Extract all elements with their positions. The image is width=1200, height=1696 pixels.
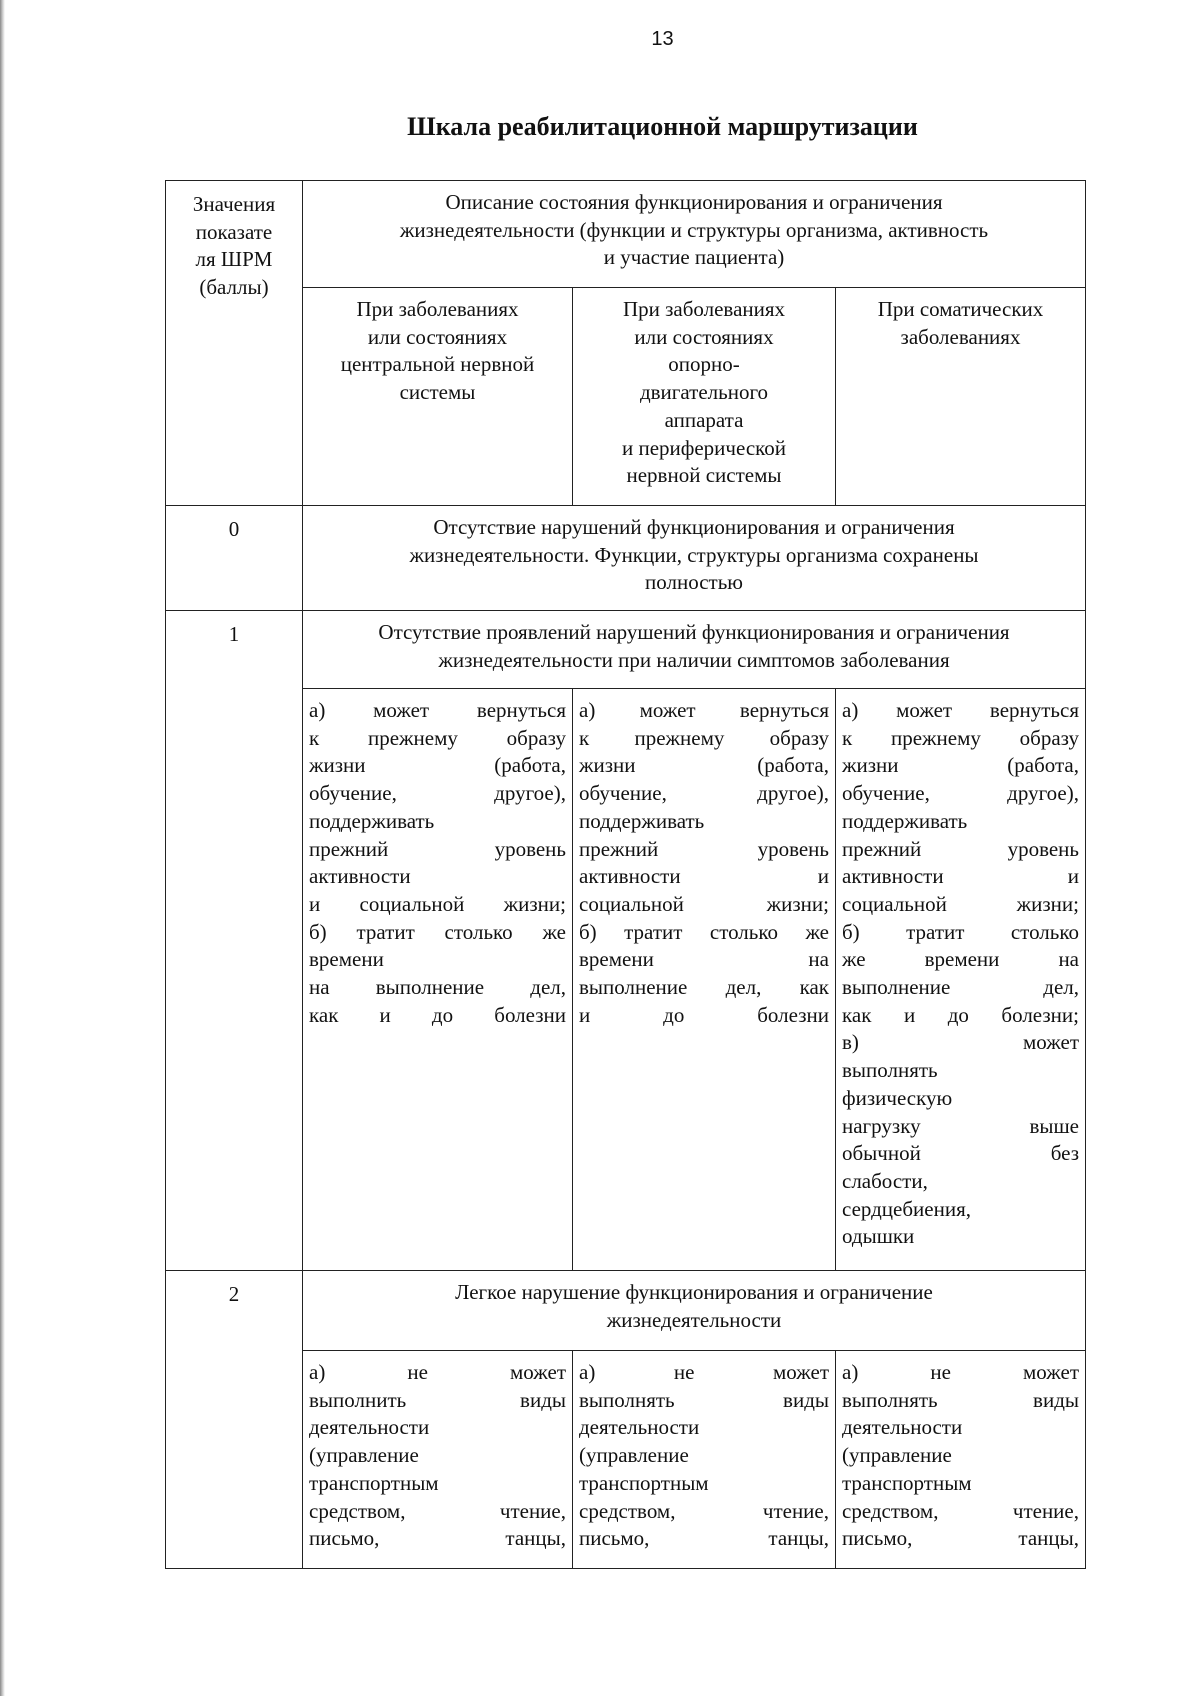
text-line: транспортным (309, 1470, 439, 1495)
document-title: Шкала реабилитационной маршрутизации (407, 112, 918, 141)
text-line: активности (309, 864, 411, 889)
somatic-column-header (836, 288, 1086, 506)
score-1-somatic-cell (836, 689, 1086, 1271)
text-line: Отсутствие проявлений нарушений функционирования и ограничения (378, 620, 1010, 644)
cns-column-header (303, 288, 573, 506)
text-line: письмо, танцы, (842, 1526, 1079, 1551)
text-line: жизнедеятельности при наличии симптомов заболевания (438, 647, 950, 672)
rehab-routing-scale-table (165, 180, 1086, 1569)
description-column-header (303, 181, 1086, 288)
text-line: активности и (579, 864, 829, 889)
score-value: 2 (166, 1271, 303, 1569)
text-line: на выполнение дел, (309, 975, 566, 1000)
text-line: ля ШРМ (195, 247, 273, 272)
text-line: к прежнему образу (842, 725, 1079, 750)
score-1-cns-cell (303, 689, 573, 1271)
text-line: социальной жизни; (579, 891, 829, 916)
text-line: показате (195, 219, 273, 244)
text-line: или состояниях (634, 324, 774, 349)
score-value: 1 (166, 611, 303, 1271)
text-line: нервной системы (626, 463, 782, 488)
text-line: Значения (192, 192, 276, 216)
text-line: б) тратит столько же (309, 919, 566, 944)
score-1-description (303, 611, 1086, 689)
text-line: времени (309, 947, 384, 972)
text-line: и периферической (621, 435, 787, 460)
text-line: выполнить виды (309, 1387, 566, 1412)
text-line: (управление (842, 1443, 952, 1468)
text-line: Легкое нарушение функционирования и ограничение (455, 1280, 933, 1304)
text-line: письмо, танцы, (579, 1526, 829, 1551)
header-row-1 (166, 181, 1086, 288)
text-line: выполнение дел, (842, 975, 1079, 1000)
text-line: заболеваниях (900, 324, 1021, 349)
text-line: времени на (579, 947, 829, 972)
score-0-description (303, 506, 1086, 611)
text-line: и до болезни (579, 1002, 829, 1027)
text-line: средством, чтение, (842, 1498, 1079, 1523)
text-line: выполнять виды (579, 1387, 829, 1412)
text-line: одышки (842, 1224, 915, 1249)
score-value: 0 (166, 506, 303, 611)
text-line: и социальной жизни; (309, 891, 566, 916)
text-line: или состояниях (367, 324, 508, 349)
text-line: сердцебиения, (842, 1196, 971, 1221)
text-line: При заболеваниях (356, 297, 519, 321)
text-line: а) не может (842, 1360, 1079, 1384)
text-line: выполнять (842, 1058, 938, 1083)
text-line: Отсутствие нарушений функционирования и ограничения (433, 515, 955, 539)
text-line: б) тратит столько (842, 919, 1079, 944)
text-line: активности и (842, 864, 1079, 889)
text-line: к прежнему образу (309, 725, 566, 750)
text-line: нагрузку выше (842, 1113, 1079, 1138)
text-line: а) не может (309, 1360, 566, 1384)
text-line: (управление (579, 1443, 689, 1468)
text-line: поддерживать (842, 808, 968, 833)
page-number: 13 (651, 28, 674, 50)
text-line: жизни (работа, (579, 753, 829, 778)
score-2-summary-row (166, 1271, 1086, 1351)
text-line: а) может вернуться (309, 698, 566, 722)
text-line: письмо, танцы, (309, 1526, 566, 1551)
score-2-description (303, 1271, 1086, 1351)
text-line: жизни (работа, (842, 753, 1079, 778)
text-line: системы (399, 380, 476, 405)
score-2-somatic-cell (836, 1351, 1086, 1569)
text-line: опорно- (668, 352, 740, 377)
text-line: социальной жизни; (842, 891, 1079, 916)
text-line: поддерживать (579, 808, 705, 833)
text-line: При соматических (877, 297, 1044, 321)
text-line: прежний уровень (579, 836, 829, 861)
text-line: жизни (работа, (309, 753, 566, 778)
text-line: как и до болезни; (842, 1002, 1079, 1027)
text-line: жизнедеятельности (606, 1307, 782, 1332)
text-line: б) тратит столько же (579, 919, 829, 944)
score-1-summary-row (166, 611, 1086, 689)
text-line: выполнение дел, как (579, 975, 829, 1000)
text-line: слабости, (842, 1168, 928, 1193)
text-line: обычной без (842, 1141, 1079, 1166)
text-line: а) не может (579, 1360, 829, 1384)
score-1-musculoskeletal-cell (573, 689, 836, 1271)
score-1-details-row (166, 689, 1086, 1271)
text-line: обучение, другое), (579, 781, 829, 806)
musculoskeletal-column-header (573, 288, 836, 506)
text-line: транспортным (579, 1470, 709, 1495)
text-line: центральной нервной (340, 352, 535, 377)
text-line: же времени на (842, 947, 1079, 972)
score-2-musculoskeletal-cell (573, 1351, 836, 1569)
text-line: прежний уровень (842, 836, 1079, 861)
score-0-row (166, 506, 1086, 611)
text-line: прежний уровень (309, 836, 566, 861)
text-line: а) может вернуться (842, 698, 1079, 722)
text-line: к прежнему образу (579, 725, 829, 750)
text-line: средством, чтение, (309, 1498, 566, 1523)
text-line: как и до болезни (309, 1002, 566, 1027)
text-line: При заболеваниях (622, 297, 786, 321)
text-line: и участие пациента) (603, 245, 785, 270)
text-line: выполнять виды (842, 1387, 1079, 1412)
text-line: двигательного (639, 380, 769, 405)
text-line: транспортным (842, 1470, 972, 1495)
score-2-cns-cell (303, 1351, 573, 1569)
text-line: в) может (842, 1030, 1079, 1055)
text-line: средством, чтение, (579, 1498, 829, 1523)
text-line: деятельности (579, 1415, 700, 1440)
text-line: деятельности (309, 1415, 430, 1440)
scan-edge (0, 0, 5, 1696)
text-line: поддерживать (309, 808, 435, 833)
text-line: жизнедеятельности (функции и структуры организма, активность (399, 217, 989, 242)
header-row-2 (166, 288, 1086, 506)
text-line: деятельности (842, 1415, 963, 1440)
text-line: обучение, другое), (842, 781, 1079, 806)
text-line: полностью (645, 570, 743, 595)
text-line: жизнедеятельности. Функции, структуры организма сохранены (409, 542, 979, 567)
text-line: (баллы) (199, 275, 269, 300)
text-line: аппарата (664, 407, 744, 432)
text-line: обучение, другое), (309, 781, 566, 806)
text-line: (управление (309, 1443, 419, 1468)
text-line: а) может вернуться (579, 698, 829, 722)
text-line: физическую (842, 1085, 953, 1110)
score-2-details-row (166, 1351, 1086, 1569)
score-column-header (166, 181, 303, 506)
text-line: Описание состояния функционирования и ограничения (445, 190, 943, 214)
